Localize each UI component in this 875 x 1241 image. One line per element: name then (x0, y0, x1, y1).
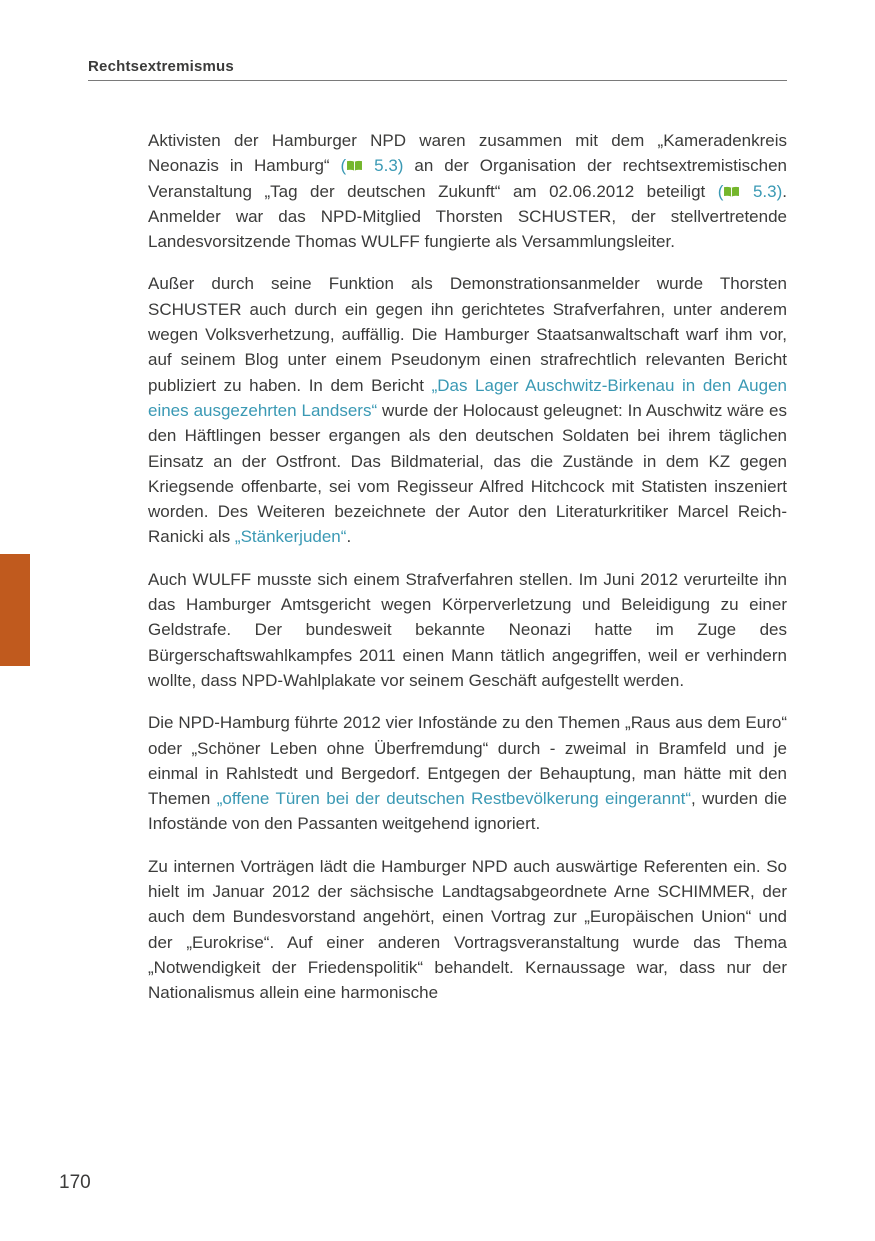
section-reference[interactable]: ( 5.3) (341, 156, 404, 175)
page-number: 170 (59, 1172, 91, 1193)
text-run: Auch WULFF musste sich einem Strafverfahren stellen. Im Juni 2012 verurteilte ihn das Hamburger Amtsgericht wegen Körperverletzung und Beleidigung zu einer Geldstrafe. Der bundesweit bekannte Neonazi hatte im Zuge des Bürgerschaftswahlkampfes 2011 einen Mann tätlich angegriffen, weil er verhindern wollte, dass NPD-Wahlplakate vor seinem Geschäft aufgestellt werden. (148, 569, 787, 690)
paragraph (148, 854, 787, 1006)
text-run: , wurden die Infostände von den Passanten weitgehend ignoriert. (148, 789, 787, 834)
book-icon (346, 153, 363, 178)
chapter-tab-marker (0, 554, 30, 666)
paragraph (148, 128, 787, 254)
header-rule (88, 80, 787, 81)
book-icon (723, 179, 740, 204)
page-header (88, 58, 787, 81)
section-reference[interactable]: ( 5.3) (718, 182, 782, 201)
text-run: Die NPD-Hamburg führte 2012 vier Infostände zu den Themen „Raus aus dem Euro“ oder „Schöner Leben ohne Überfremdung“ durch - zweimal in Bramfeld und je einmal in Rahlstedt und Bergedorf. Entgegen der Behauptung, man hätte mit den Themen (148, 713, 787, 809)
paragraph (148, 271, 787, 549)
text-run: Außer durch seine Funktion als Demonstrationsanmelder wurde Thorsten SCHUSTER auch durch ein gegen ihn gerichtetes Strafverfahren, unter anderem wegen Volksverhetzung, auffällig. Die Hamburger Staatsanwaltschaft warf ihm vor, auf seinem Blog unter einem Pseudonym einen strafrechtlich relevanten Bericht publiziert zu haben. In dem Bericht (148, 274, 787, 395)
section-heading: Rechtsextremismus (88, 58, 234, 75)
text-run: Zu internen Vorträgen lädt die Hamburger NPD auch auswärtige Referenten ein. So hielt im Januar 2012 der sächsische Landtagsabgeordnete Arne SCHIMMER, der auch dem Bundesvorstand angehört, einen Vortrag zur „Europäischen Union“ und der „Eurokrise“. Auf einer anderen Vortragsveranstaltung wurde das Thema „Notwendigkeit der Friedenspolitik“ behandelt. Kernaussage war, dass nur der Nationalismus allein eine harmonische (148, 856, 787, 1003)
paragraph (148, 567, 787, 693)
text-link[interactable]: „Das Lager Auschwitz-Birkenau in den Augen eines ausgezehrten Landsers“ (148, 375, 787, 420)
body-paragraphs (148, 128, 787, 1006)
text-run: Aktivisten der Hamburger NPD waren zusammen mit dem „Kameradenkreis Neonazis in Hamburg“ (148, 131, 787, 176)
paragraph (148, 710, 787, 836)
text-run: wurde der Holocaust geleugnet: In Auschwitz wäre es den Häftlingen besser ergangen als den deutschen Soldaten bei ihrem täglichen Einsatz an der Ostfront. Das Bildmaterial, das die Zustände in dem KZ gegen Kriegsende offenbarte, sei vom Regisseur Alfred Hitchcock mit Statisten inszeniert worden. Des Weiteren bezeichnete der Autor den Literaturkritiker Marcel Reich-Ranicki als (148, 400, 787, 547)
text-run: an der Organisation der rechtsextremistischen Veranstaltung „Tag der deutschen Zukunft“ am 02.06.2012 beteiligt (148, 156, 787, 201)
text-run: . (346, 527, 352, 547)
text-run: . Anmelder war das NPD-Mitglied Thorsten SCHUSTER, der stellvertretende Landesvorsitzende Thomas WULFF fungierte als Versammlungsleiter. (148, 181, 787, 252)
text-link[interactable]: „Stänkerjuden“ (234, 527, 347, 547)
text-link[interactable]: „offene Türen bei der deutschen Restbevölkerung eingerannt“ (216, 789, 692, 809)
